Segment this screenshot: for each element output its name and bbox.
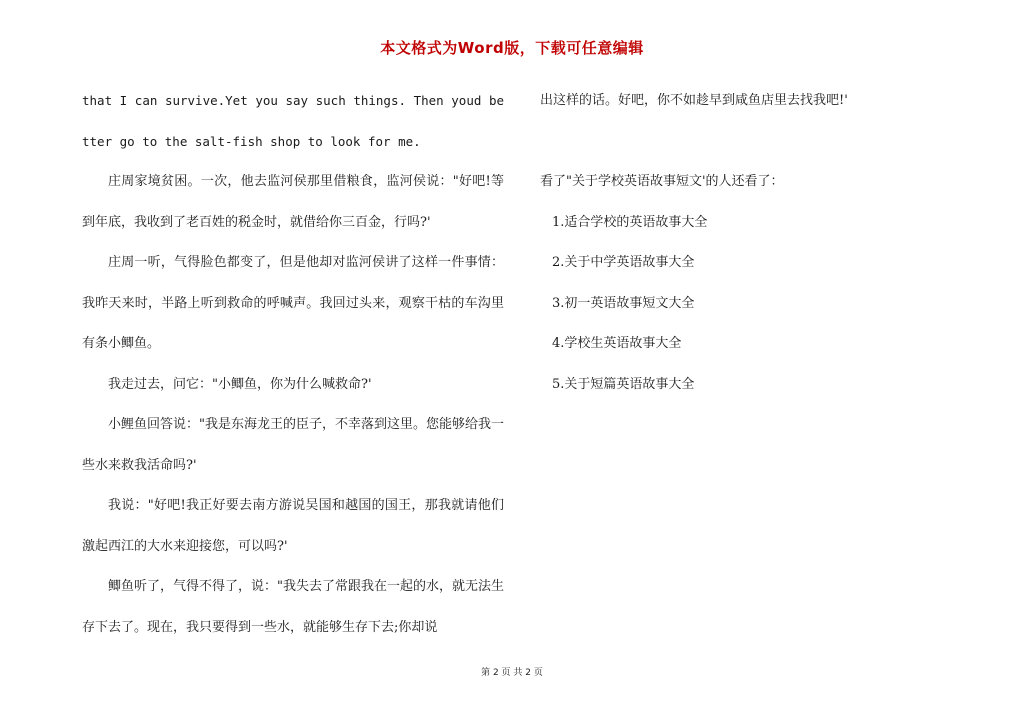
story-paragraph-6: 鲫鱼听了，气得不得了，说："我失去了常跟我在一起的水，就无法生存下去了。现在，我只要得到一些水，就能够生存下去;你却说 (82, 579, 504, 635)
story-paragraph-1: 庄周家境贫困。一次，他去监河侯那里借粮食，监河侯说："好吧!等到年底，我收到了老百姓的税金时，就借给你三百金，行吗?' (82, 174, 504, 230)
english-paragraph: that I can survive.Yet you say such things. Then youd better go to the salt-fish shop to look for me. (82, 93, 504, 149)
story-paragraph-2: 庄周一听，气得脸色都变了，但是他却对监河侯讲了这样一件事情：我昨天来时，半路上听到救命的呼喊声。我回过头来，观察干枯的车沟里有条小鲫鱼。 (82, 255, 504, 351)
story-paragraph-4: 小鲤鱼回答说："我是东海龙王的臣子，不幸落到这里。您能够给我一些水来救我活命吗?' (82, 417, 504, 473)
related-heading: 看了"关于学校英语故事短文'的人还看了： (540, 174, 784, 189)
related-item-4[interactable]: 4.学校生英语故事大全 (552, 336, 682, 351)
story-paragraph-3: 我走过去，问它："小鲫鱼，你为什么喊救命?' (108, 376, 372, 392)
related-item-2[interactable]: 2.关于中学英语故事大全 (552, 255, 695, 270)
right-column (540, 81, 940, 405)
word-format-banner: 本文格式为Word版，下载可任意编辑 (380, 39, 644, 57)
story-continuation: 出这样的话。好吧，你不如趁早到咸鱼店里去找我吧!' (540, 93, 848, 108)
related-list (540, 203, 940, 406)
page-indicator: 第 2 页 共 2 页 (481, 668, 543, 678)
spacer (540, 122, 940, 163)
story-paragraph-5: 我说："好吧!我正好要去南方游说吴国和越国的国王，那我就请他们激起西江的大水来迎接您，可以吗?' (82, 498, 504, 554)
related-item-5[interactable]: 5.关于短篇英语故事大全 (552, 376, 695, 392)
related-item-1[interactable]: 1.适合学校的英语故事大全 (552, 214, 708, 230)
left-column (82, 81, 504, 648)
related-item-3[interactable]: 3.初一英语故事短文大全 (552, 295, 695, 311)
